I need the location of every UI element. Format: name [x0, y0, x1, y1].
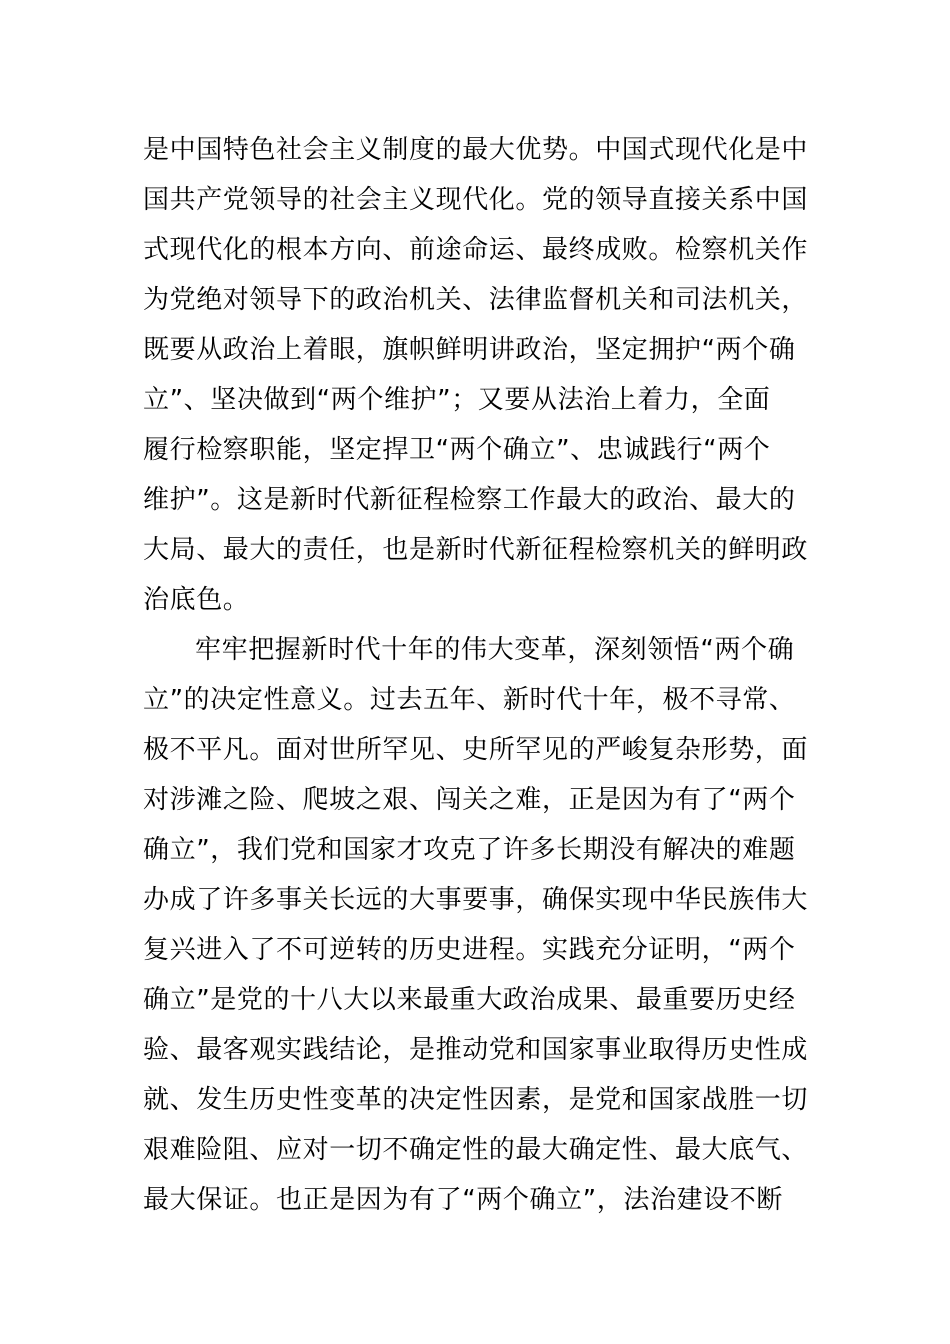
text-line: 立”、坚决做到“两个维护”；又要从法治上着力，全面 — [143, 385, 771, 415]
text-line: 既要从政治上着眼，旗帜鲜明讲政治，坚定拥护“两个确 — [143, 335, 796, 365]
text-line: 复兴进入了不可逆转的历史进程。实践充分证明，“两个 — [143, 935, 796, 965]
text-line: 最大保证。也正是因为有了“两个确立”，法治建设不断 — [143, 1185, 783, 1215]
text-line: 艰难险阻、应对一切不确定性的最大确定性、最大底气、 — [143, 1135, 809, 1165]
text-line: 确立”，我们党和国家才攻克了许多长期没有解决的难题 — [143, 835, 796, 865]
text-line: 是中国特色社会主义制度的最大优势。中国式现代化是中 — [143, 135, 809, 165]
text-line: 维护”。这是新时代新征程检察工作最大的政治、最大的 — [143, 485, 796, 515]
text-line: 治底色。 — [143, 585, 250, 615]
text-line: 极不平凡。面对世所罕见、史所罕见的严峻复杂形势，面 — [143, 735, 809, 765]
text-line: 对涉滩之险、爬坡之艰、闯关之难，正是因为有了“两个 — [143, 785, 796, 815]
text-line: 办成了许多事关长远的大事要事，确保实现中华民族伟大 — [143, 885, 809, 915]
document-body — [143, 125, 811, 1225]
text-line: 式现代化的根本方向、前途命运、最终成败。检察机关作 — [143, 235, 809, 265]
text-line: 为党绝对领导下的政治机关、法律监督机关和司法机关， — [143, 285, 809, 315]
text-line: 牢牢把握新时代十年的伟大变革，深刻领悟“两个确 — [195, 635, 795, 665]
text-line: 立”的决定性意义。过去五年、新时代十年，极不寻常、 — [143, 685, 796, 715]
text-line: 大局、最大的责任，也是新时代新征程检察机关的鲜明政 — [143, 535, 809, 565]
paragraph-2 — [143, 625, 811, 1225]
text-line: 履行检察职能，坚定捍卫“两个确立”、忠诚践行“两个 — [143, 435, 771, 465]
text-line: 国共产党领导的社会主义现代化。党的领导直接关系中国 — [143, 185, 809, 215]
text-line: 就、发生历史性变革的决定性因素，是党和国家战胜一切 — [143, 1085, 809, 1115]
text-line: 确立”是党的十八大以来最重大政治成果、最重要历史经 — [143, 985, 796, 1015]
text-line: 验、最客观实践结论，是推动党和国家事业取得历史性成 — [143, 1035, 809, 1065]
paragraph-1 — [143, 125, 811, 625]
